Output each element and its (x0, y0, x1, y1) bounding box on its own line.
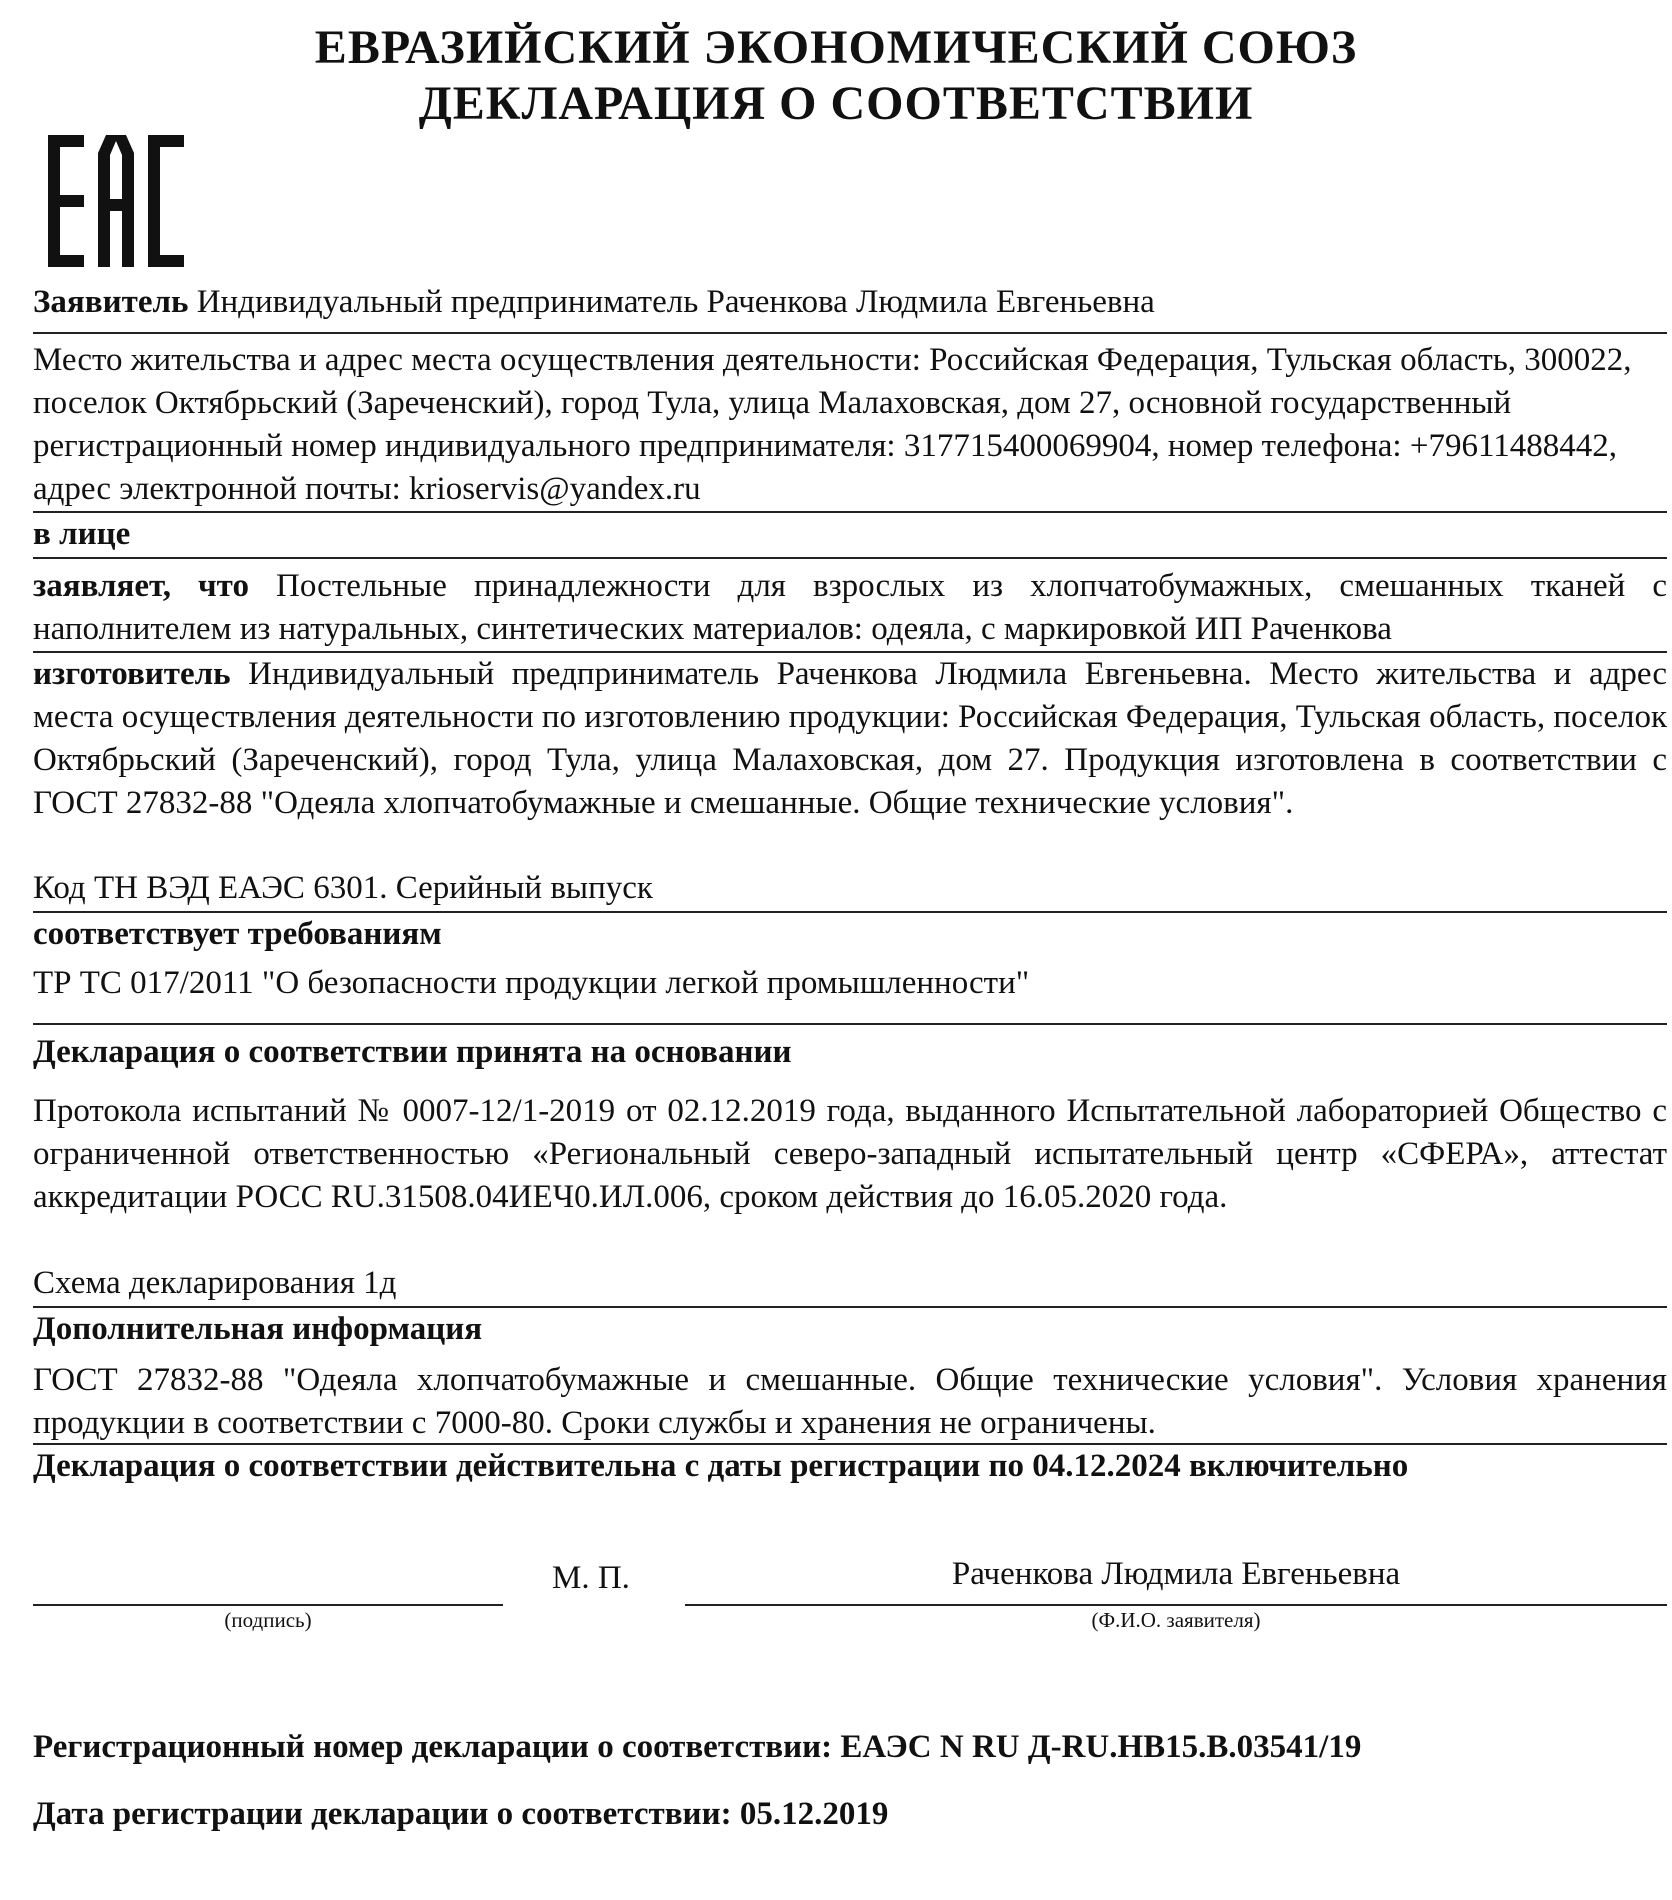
name-caption: (Ф.И.О. заявителя) (1091, 1608, 1261, 1632)
basis-value: Протокола испытаний № 0007-12/1-2019 от 02.12.2019 года, выданного Испытательной лабораторией Общество с ограниченной ответственностью «Региональный северо-западный испытательный центр «СФЕРА», аттестат аккредитации РОСС RU.31508.04ИЕЧ0.ИЛ.006, сроком действия до 16.05.2020 года. (33, 1093, 1667, 1215)
divider (33, 1023, 1667, 1025)
represented-by-label: в лице (33, 516, 131, 552)
address-text: Место жительства и адрес места осуществления деятельности: Российская Федерация, Тульская область, 300022, поселок Октябрьский (Зареченский), город Тула, улица Малаховская, дом 27, основной государственный регистрационный номер индивидуального предпринимателя: 317715400069904, номер телефона: +79611488442, адрес электронной почты: krioservis@yandex.ru (33, 342, 1632, 507)
stamp-label: М. П. (552, 1560, 630, 1596)
signature-caption: (подпись) (224, 1608, 312, 1632)
declares-label: заявляет, что (33, 568, 249, 604)
basis-scheme: Схема декларирования 1д (33, 1265, 397, 1301)
applicant-row (33, 281, 1667, 324)
applicant-label: Заявитель (33, 284, 189, 320)
represented-by-row (33, 513, 1667, 556)
name-line (685, 1604, 1667, 1606)
divider (33, 332, 1667, 334)
manufacturer-block (33, 653, 1667, 825)
declares-value: Постельные принадлежности для взрослых из хлопчатобумажных, смешанных тканей с наполнителем из натуральных, синтетических материалов: одеяла, с маркировкой ИП Раченкова (33, 568, 1668, 647)
validity-line: Декларация о соответствии действительна с даты регистрации по 04.12.2024 включительно (33, 1448, 1409, 1484)
address-block (33, 339, 1667, 511)
union-title: ЕВРАЗИЙСКИЙ ЭКОНОМИЧЕСКИЙ СОЮЗ (314, 21, 1358, 74)
requirements-label: соответствует требованиям (33, 916, 442, 952)
basis-label: Декларация о соответствии принята на основании (33, 1034, 792, 1070)
manufacturer-label: изготовитель (33, 656, 231, 692)
divider (33, 557, 1667, 559)
registration-number: Регистрационный номер декларации о соответствии: ЕАЭС N RU Д-RU.НВ15.В.03541/19 (33, 1729, 1362, 1765)
manufacturer-code: Код ТН ВЭД ЕАЭС 6301. Серийный выпуск (33, 870, 653, 906)
additional-value: ГОСТ 27832-88 "Одеяла хлопчатобумажные и смешанные. Общие технические условия". Условия хранения продукции в соответствии с 7000-80. Сроки службы и хранения не ограничены. (33, 1362, 1667, 1441)
manufacturer-value: Индивидуальный предприниматель Раченкова Людмила Евгеньевна. Место жительства и адрес места осуществления деятельности по изготовлению продукции: Российская Федерация, Тульская область, поселок Октябрьский (Зареченский), город Тула, улица Малаховская, дом 27. Продукция изготовлена в соответствии с ГОСТ 27832-88 "Одеяла хлопчатобумажные и смешанные. Общие технические условия". (33, 656, 1667, 821)
applicant-name: Раченкова Людмила Евгеньевна (951, 1556, 1401, 1592)
eac-mark-icon (48, 135, 188, 267)
additional-label: Дополнительная информация (33, 1311, 483, 1347)
requirements-value: ТР ТС 017/2011 "О безопасности продукции легкой промышленности" (33, 965, 1030, 1001)
registration-date: Дата регистрации декларации о соответствии: 05.12.2019 (33, 1796, 889, 1832)
requirements-row (33, 913, 1667, 956)
basis-row (33, 1031, 1667, 1074)
divider (33, 1443, 1667, 1445)
signature-line (33, 1604, 503, 1606)
additional-row (33, 1308, 1667, 1351)
document-title: ДЕКЛАРАЦИЯ О СООТВЕТСТВИИ (418, 77, 1254, 130)
declares-block (33, 565, 1667, 651)
applicant-value: Индивидуальный предприниматель Раченкова Людмила Евгеньевна (196, 284, 1155, 320)
